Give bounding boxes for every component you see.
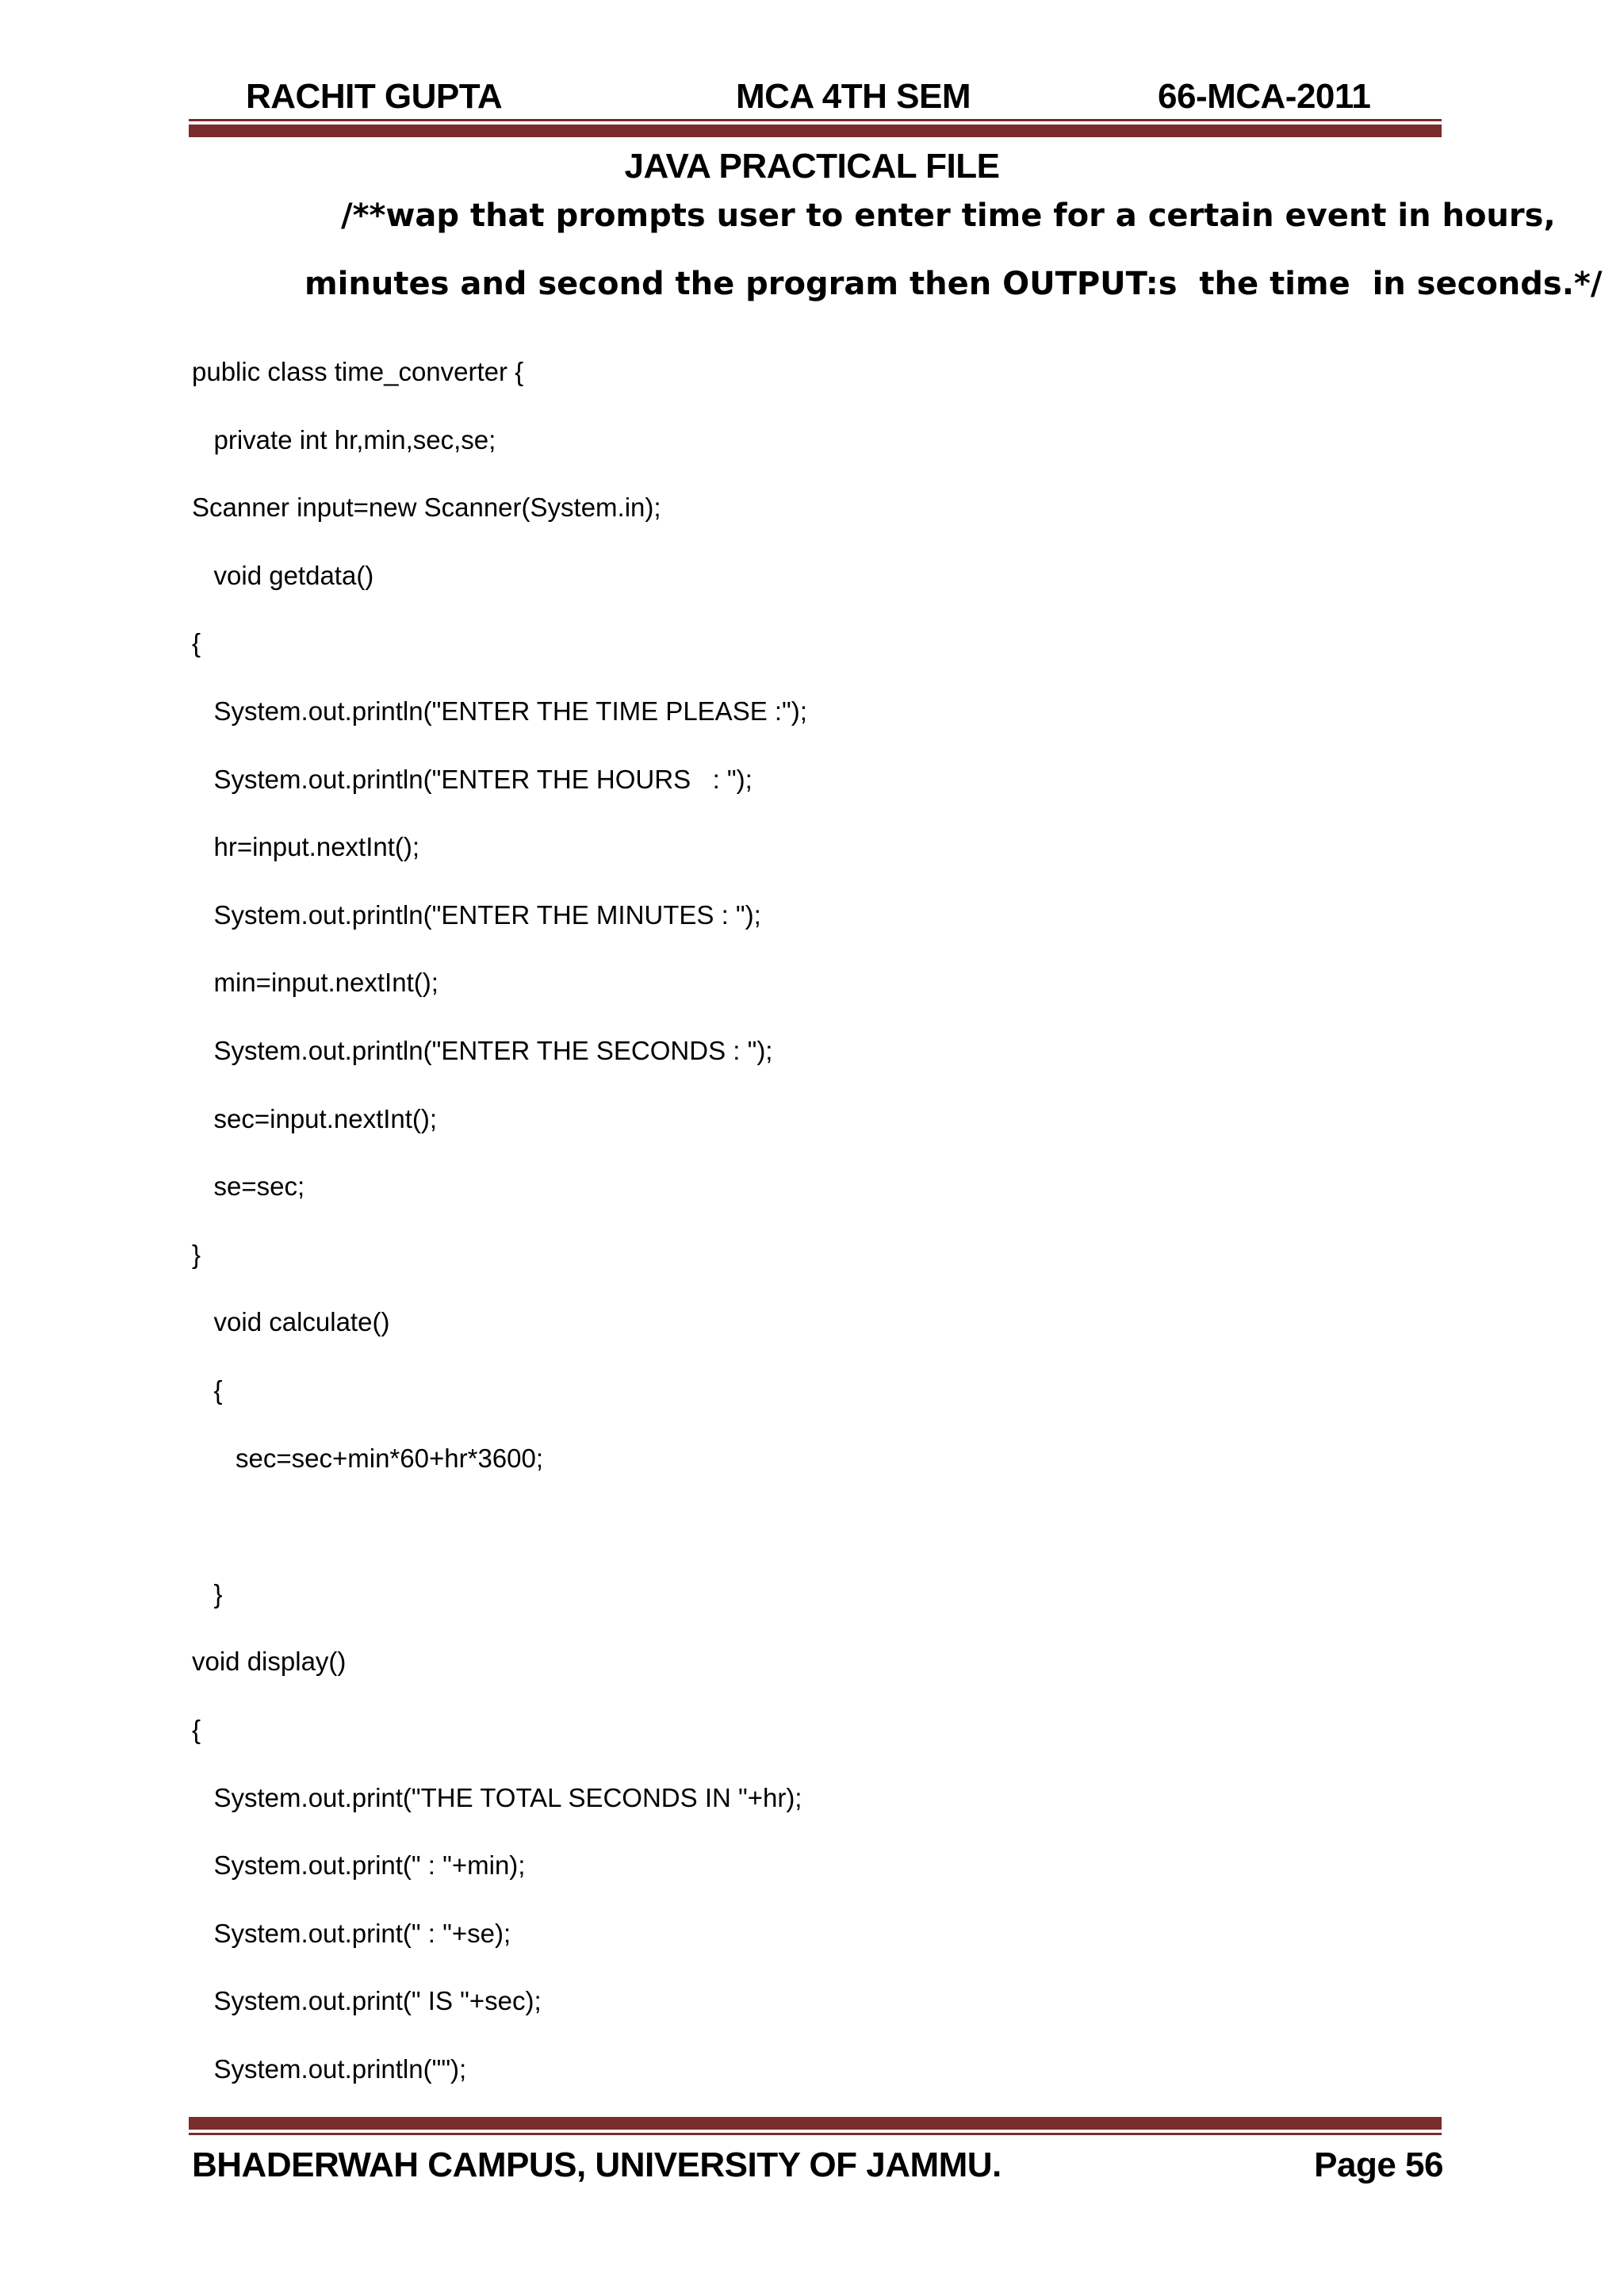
code-line: sec=sec+min*60+hr*3600; — [192, 1443, 544, 1473]
code-line: void calculate() — [192, 1307, 390, 1337]
code-line: void display() — [192, 1647, 347, 1677]
code-line: { — [192, 1375, 223, 1405]
code-line: System.out.println("ENTER THE HOURS : "); — [192, 764, 753, 794]
code-line: sec=input.nextInt(); — [192, 1103, 438, 1133]
code-line: System.out.print("THE TOTAL SECONDS IN "+hr); — [192, 1782, 802, 1812]
code-line: System.out.println("ENTER THE TIME PLEASE :"); — [192, 696, 807, 726]
code-line: System.out.println("ENTER THE MINUTES : "); — [192, 899, 761, 930]
footer-rule-thick — [189, 2117, 1442, 2130]
code-line: min=input.nextInt(); — [192, 968, 439, 998]
code-line: System.out.print(" : "+se); — [192, 1918, 511, 1948]
code-line: private int hr,min,sec,se; — [192, 424, 496, 454]
document-title: JAVA PRACTICAL FILE — [624, 147, 1000, 186]
program-description-line-2: minutes and second the program then OUTPUT:s the time in seconds.*/ — [304, 266, 1603, 302]
course-label: MCA 4TH SEM — [736, 77, 971, 116]
header-rule-thin — [189, 119, 1442, 121]
program-description-line-1: /**wap that prompts user to enter time for a certain event in hours, — [341, 197, 1556, 234]
code-line: public class time_converter { — [192, 357, 524, 386]
code-line: void getdata() — [192, 560, 374, 590]
code-line: hr=input.nextInt(); — [192, 832, 420, 862]
code-line: se=sec; — [192, 1171, 305, 1202]
author-name: RACHIT GUPTA — [246, 77, 503, 116]
code-line: } — [192, 1239, 201, 1269]
footer-rule-thin — [189, 2133, 1442, 2135]
code-line: { — [192, 1715, 201, 1744]
code-line: } — [192, 1578, 223, 1609]
institution-name: BHADERWAH CAMPUS, UNIVERSITY OF JAMMU. — [192, 2145, 1002, 2184]
code-line: System.out.println(""); — [192, 2054, 467, 2084]
header-rule-thick — [189, 125, 1442, 137]
page-number: Page 56 — [1314, 2145, 1443, 2184]
code-line: System.out.print(" IS "+sec); — [192, 1986, 542, 2016]
code-line: System.out.println("ENTER THE SECONDS : "); — [192, 1036, 773, 1065]
code-line: System.out.print(" : "+min); — [192, 1850, 526, 1881]
code-line: Scanner input=new Scanner(System.in); — [192, 493, 661, 523]
roll-number: 66-MCA-2011 — [1158, 77, 1371, 116]
code-line: { — [192, 628, 201, 658]
